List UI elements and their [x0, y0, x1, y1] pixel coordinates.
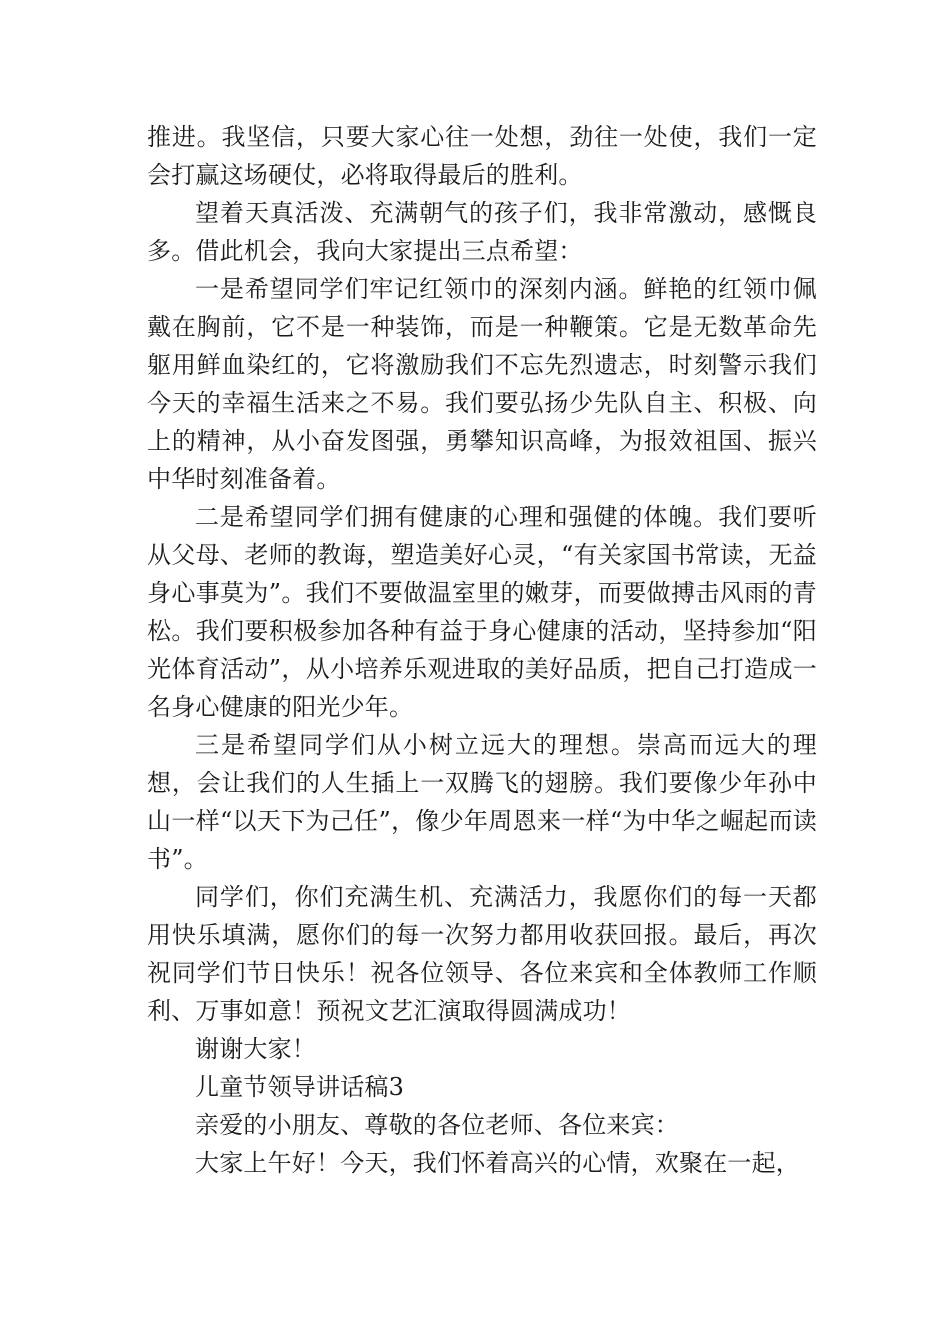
paragraph-opening: 大家上午好！今天，我们怀着高兴的心情，欢聚在一起，	[195, 1149, 800, 1177]
section-heading: 儿童节领导讲话稿3	[195, 1073, 405, 1101]
paragraph-closing: 同学们，你们充满生机、充满活力，我愿你们的每一天都用快乐填满，愿你们的每一次努力都用收获回报。最后，再次祝同学们节日快乐！祝各位领导、各位来宾和全体教师工作顺利、万事如意！预祝文艺汇演取得圆满成功！	[147, 883, 817, 1025]
paragraph-hope-2: 二是希望同学们拥有健康的心理和强健的体魄。我们要听从父母、老师的教诲，塑造美好心灵，“有关家国书常读，无益身心事莫为”。我们不要做温室里的嫩芽，而要做搏击风雨的青松。我们要积极参加各种有益于身心健康的活动，坚持参加“阳光体育活动”，从小培养乐观进取的美好品质，把自己打造成一名身心健康的阳光少年。	[147, 503, 817, 721]
paragraph-hope-1: 一是希望同学们牢记红领巾的深刻内涵。鲜艳的红领巾佩戴在胸前，它不是一种装饰，而是一种鞭策。它是无数革命先躯用鲜血染红的，它将激励我们不忘先烈遗志，时刻警示我们今天的幸福生活来之不易。我们要弘扬少先队自主、积极、向上的精神，从小奋发图强，勇攀知识高峰，为报效祖国、振兴中华时刻准备着。	[147, 275, 817, 493]
document-body	[147, 118, 817, 1182]
salutation: 亲爱的小朋友、尊敬的各位老师、各位来宾：	[195, 1111, 679, 1139]
paragraph-hope-3: 三是希望同学们从小树立远大的理想。崇高而远大的理想，会让我们的人生插上一双腾飞的翅膀。我们要像少年孙中山一样“以天下为己任”，像少年周恩来一样“为中华之崛起而读书”。	[147, 731, 817, 873]
paragraph-thanks: 谢谢大家！	[195, 1035, 316, 1063]
paragraph-continuation: 推进。我坚信，只要大家心往一处想，劲往一处使，我们一定会打赢这场硬仗，必将取得最后的胜利。	[147, 123, 817, 189]
paragraph: 望着天真活泼、充满朝气的孩子们，我非常激动，感慨良多。借此机会，我向大家提出三点希望：	[147, 199, 817, 265]
